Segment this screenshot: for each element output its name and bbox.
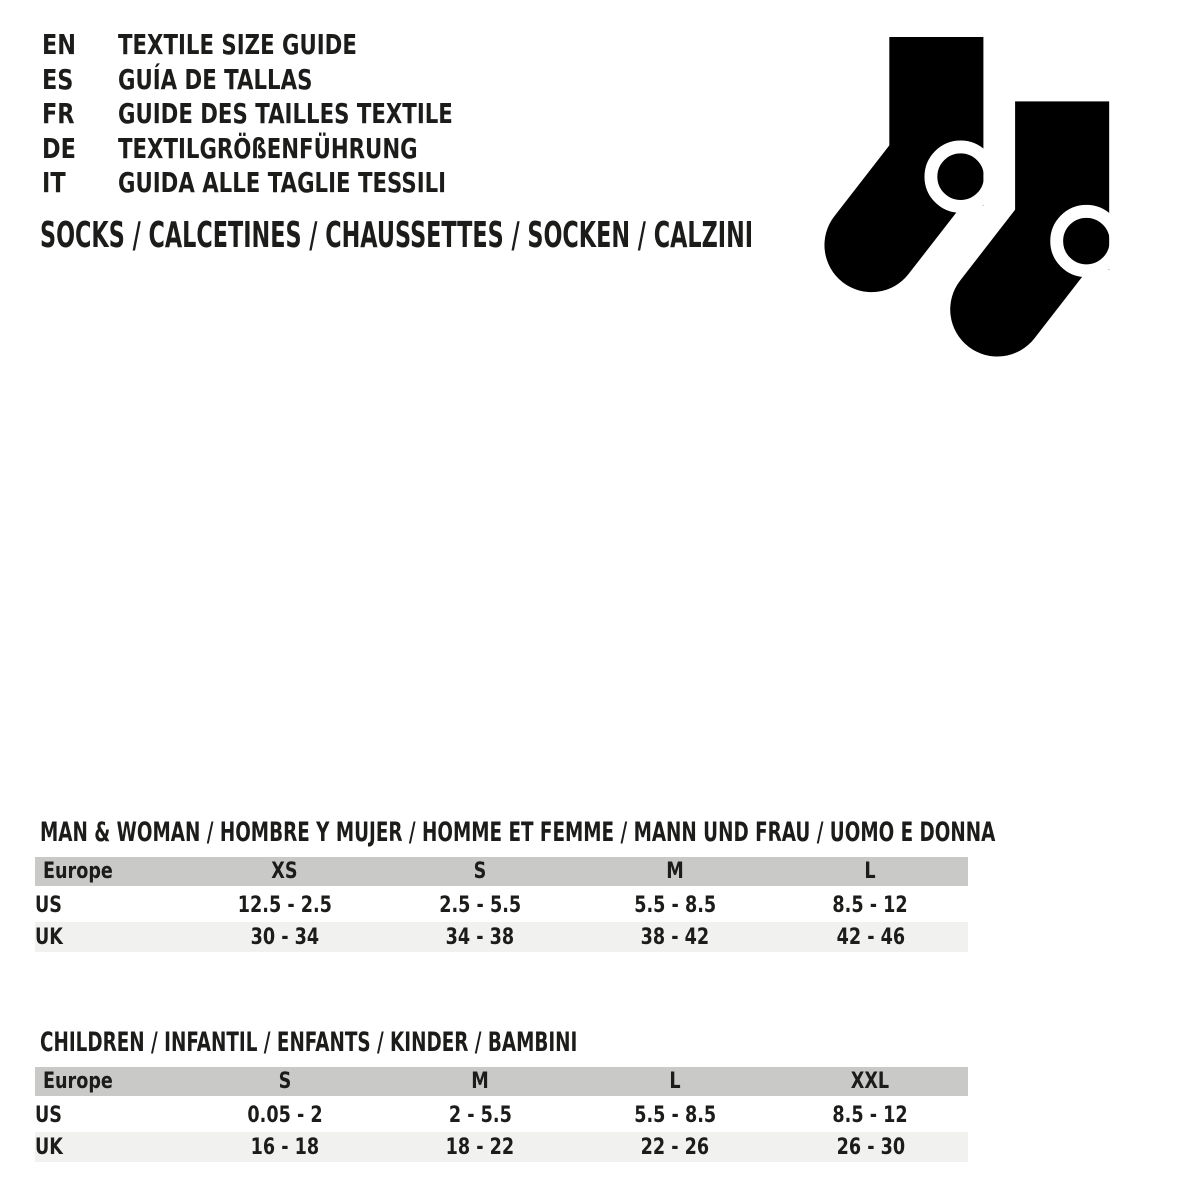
size-cell: 42 - 46: [773, 922, 968, 952]
category-line: SOCKS / CALCETINES / CHAUSSETTES / SOCKEN / CALZINI: [40, 215, 754, 256]
region-label: US: [35, 889, 187, 922]
region-column-header: Europe: [35, 857, 187, 889]
language-title: GUÍA DE TALLAS: [118, 62, 313, 96]
size-cell: 16 - 18: [187, 1132, 382, 1162]
size-cell: 0.05 - 2: [187, 1099, 382, 1132]
table-title: MAN & WOMAN / HOMBRE Y MUJER / HOMME ET FEMME / MANN UND FRAU / UOMO E DONNA: [40, 817, 996, 848]
size-cell: 8.5 - 12: [773, 889, 968, 922]
language-row-en: [42, 28, 559, 66]
language-row-fr: [42, 97, 559, 135]
size-column-header: M: [382, 1067, 577, 1099]
size-cell: 34 - 38: [382, 922, 577, 952]
size-column-header: XXL: [773, 1067, 968, 1099]
region-label: UK: [35, 1132, 187, 1162]
language-code: IT: [42, 166, 66, 199]
size-cell: 26 - 30: [773, 1132, 968, 1162]
region-column-header: Europe: [35, 1067, 187, 1099]
size-column-header: L: [578, 1067, 773, 1099]
language-row-es: [42, 62, 559, 101]
size-table-section-children: [35, 1029, 968, 1162]
language-code: DE: [42, 131, 76, 165]
size-table-men-women: [35, 857, 968, 952]
language-row-it: [42, 166, 559, 204]
language-title: GUIDE DES TAILLES TEXTILE: [118, 97, 453, 130]
size-cell: 30 - 34: [187, 922, 382, 952]
size-table-section-men-women: [35, 817, 996, 952]
size-cell: 18 - 22: [382, 1132, 577, 1162]
language-code: EN: [42, 28, 77, 61]
table-row: [35, 889, 968, 922]
size-column-header: S: [187, 1067, 382, 1099]
table-row: [35, 922, 968, 952]
table-row: [35, 1132, 968, 1162]
size-cell: 38 - 42: [578, 922, 773, 952]
size-column-header: L: [773, 857, 968, 889]
size-cell: 5.5 - 8.5: [578, 1099, 773, 1132]
size-table-children: [35, 1067, 968, 1162]
size-column-header: M: [578, 857, 773, 889]
table-title: CHILDREN / INFANTIL / ENFANTS / KINDER / BAMBINI: [40, 1027, 578, 1058]
language-title-list: [42, 28, 559, 204]
size-cell: 12.5 - 2.5: [187, 889, 382, 922]
socks-icon: [820, 37, 1127, 359]
size-column-header: S: [382, 857, 577, 889]
size-cell: 22 - 26: [578, 1132, 773, 1162]
language-code: ES: [42, 62, 74, 96]
size-cell: 5.5 - 8.5: [578, 889, 773, 922]
size-cell: 8.5 - 12: [773, 1099, 968, 1132]
language-code: FR: [42, 97, 75, 130]
region-label: US: [35, 1099, 187, 1132]
table-row: [35, 1099, 968, 1132]
language-title: GUIDA ALLE TAGLIE TESSILI: [118, 166, 447, 199]
language-row-de: [42, 131, 559, 170]
table-header-row: [35, 1067, 968, 1099]
region-label: UK: [35, 922, 187, 952]
size-cell: 2 - 5.5: [382, 1099, 577, 1132]
language-title: TEXTILE SIZE GUIDE: [118, 28, 357, 61]
size-cell: 2.5 - 5.5: [382, 889, 577, 922]
language-title: TEXTILGRÖßENFÜHRUNG: [118, 131, 418, 165]
size-column-header: XS: [187, 857, 382, 889]
table-header-row: [35, 857, 968, 889]
